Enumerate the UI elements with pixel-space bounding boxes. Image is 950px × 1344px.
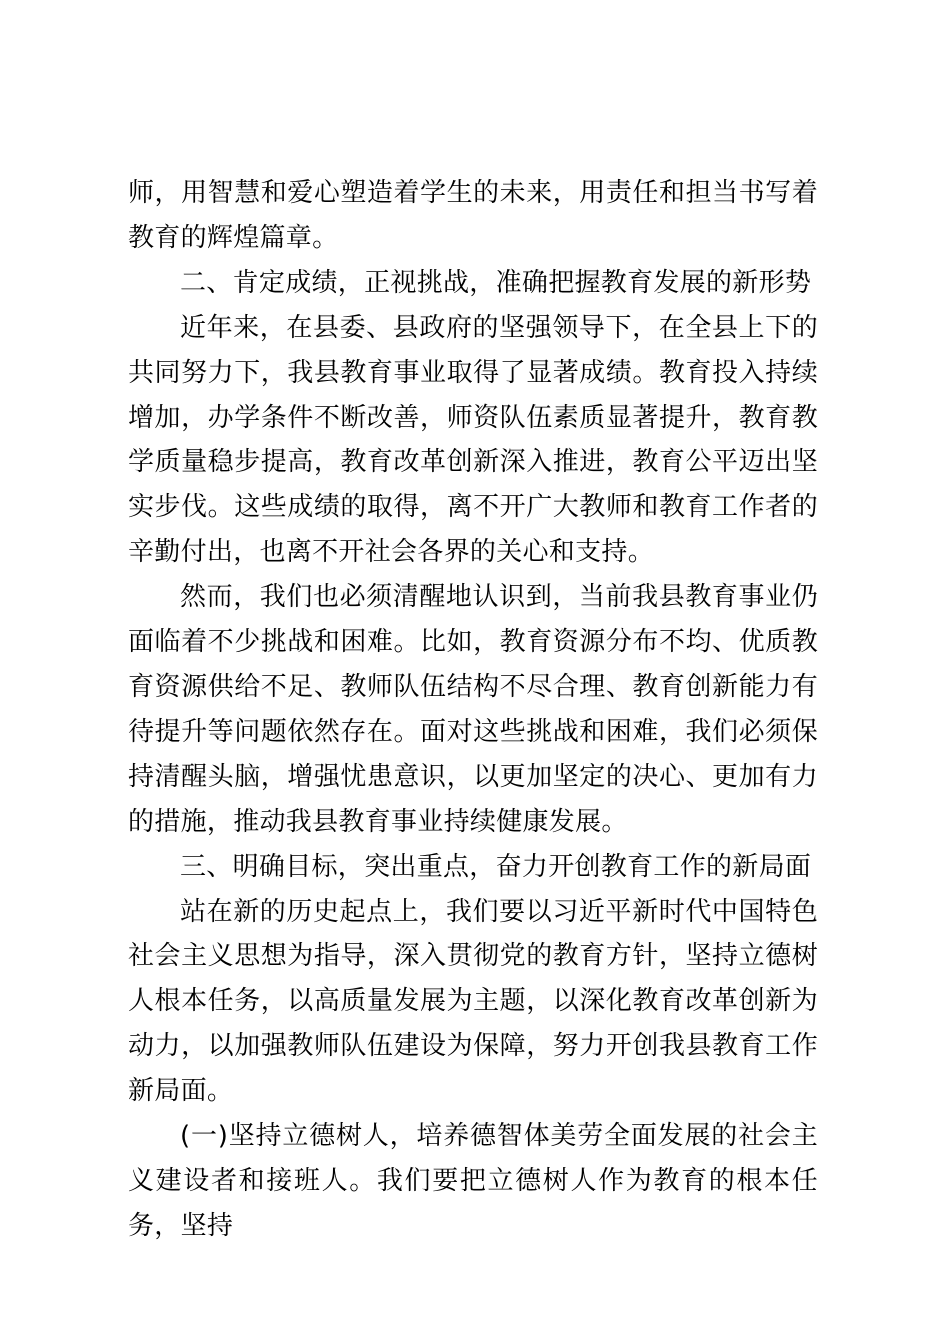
- section-heading-2: 二、肯定成绩，正视挑战，准确把握教育发展的新形势: [180, 267, 812, 298]
- paragraph-achievements: 近年来，在县委、县政府的坚强领导下，在全县上下的共同努力下，我县教育事业取得了显著成绩。教育投入持续增加，办学条件不断改善，师资队伍素质显著提升，教育教学质量稳步提高，教育改革创新深入推进，教育公平迈出坚实步伐。这些成绩的取得，离不开广大教师和教育工作者的辛勤付出，也离不开社会各界的关心和支持。: [128, 312, 818, 568]
- paragraph-challenges: 然而，我们也必须清醒地认识到，当前我县教育事业仍面临着不少挑战和困难。比如，教育资源分布不均、优质教育资源供给不足、教师队伍结构不尽合理、教育创新能力有待提升等问题依然存在。面对这些挑战和困难，我们必须保持清醒头脑，增强忧患意识，以更加坚定的决心、更加有力的措施，推动我县教育事业持续健康发展。: [128, 582, 818, 837]
- section-heading-3: 三、明确目标，突出重点，奋力开创教育工作的新局面: [180, 851, 812, 882]
- document-body: [128, 171, 818, 1249]
- paragraph-item-1: (一)坚持立德树人，培养德智体美劳全面发展的社会主义建设者和接班人。我们要把立德树人作为教育的根本任务，坚持: [128, 1121, 818, 1241]
- paragraph-goals: 站在新的历史起点上，我们要以习近平新时代中国特色社会主义思想为指导，深入贯彻党的教育方针，坚持立德树人根本任务，以高质量发展为主题，以深化教育改革创新为动力，以加强教师队伍建设为保障，努力开创我县教育工作新局面。: [128, 896, 818, 1107]
- paragraph-continuation: 师，用智慧和爱心塑造着学生的未来，用责任和担当书写着教育的辉煌篇章。: [128, 178, 818, 253]
